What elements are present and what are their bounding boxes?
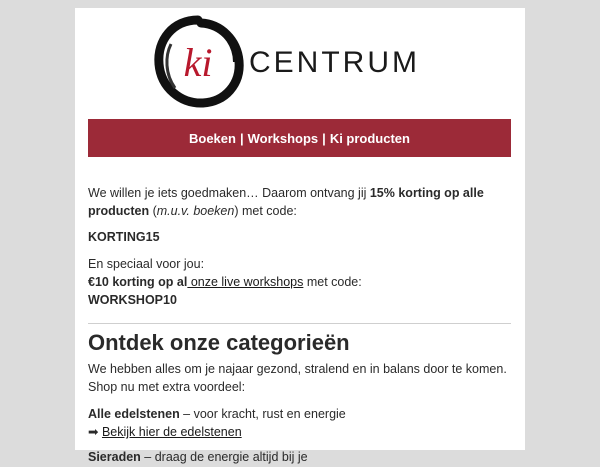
- ki-logo-icon[interactable]: [151, 14, 245, 110]
- category-desc: – draag de energie altijd bij je: [140, 450, 308, 464]
- email-card: [75, 8, 525, 464]
- category-item: [88, 448, 308, 467]
- special-line: En speciaal voor jou:: [88, 257, 205, 271]
- intro-end: ) met code:: [234, 204, 297, 218]
- arrow-right-icon: ➡: [88, 425, 99, 439]
- workshop-discount: €10 korting op al: [88, 275, 188, 289]
- category-link-line: [88, 423, 242, 441]
- header: [75, 8, 525, 114]
- nav-workshops-link[interactable]: Workshops: [247, 130, 319, 146]
- email-body: [88, 184, 511, 464]
- nav-separator: |: [239, 130, 244, 146]
- code-line-2: [88, 291, 511, 310]
- category-desc: – voor kracht, rust en energie: [179, 407, 346, 421]
- paren-open: (: [149, 204, 157, 218]
- coupon-code-2: WORKSHOP10: [88, 293, 177, 307]
- code-line-1: [88, 228, 511, 247]
- nav-bar: [88, 119, 511, 157]
- brand-name[interactable]: CENTRUM: [249, 46, 420, 79]
- live-workshops-link[interactable]: onze live workshops: [187, 275, 304, 289]
- gemstones-link[interactable]: Bekijk hier de edelstenen: [101, 425, 242, 439]
- categories-title: Ontdek onze categorieën: [88, 330, 350, 355]
- categories-heading: [88, 330, 350, 358]
- coupon-code-1: KORTING15: [88, 230, 160, 244]
- intro-text: We willen je iets goedmaken… Daarom ontvang jij: [88, 186, 370, 200]
- exclusion-note: m.u.v. boeken: [156, 204, 235, 218]
- nav-books-link[interactable]: Boeken: [189, 130, 236, 146]
- categories-text: We hebben alles om je najaar gezond, stralend en in balans door te komen. Shop nu met extra voordeel:: [88, 362, 507, 394]
- category-item: [88, 405, 346, 424]
- logo-mark-text: ki: [183, 40, 213, 85]
- category-name: Alle edelstenen: [88, 407, 180, 421]
- workshop-offer: [88, 273, 511, 291]
- divider: [88, 323, 511, 324]
- nav-separator: |: [322, 130, 326, 146]
- workshop-offer-end: met code:: [303, 275, 362, 289]
- intro-paragraph: [88, 184, 511, 220]
- nav-products-link[interactable]: Ki producten: [329, 130, 410, 146]
- category-name: Sieraden: [88, 450, 141, 464]
- discount-highlight: 15% korting op alle producten: [88, 186, 484, 218]
